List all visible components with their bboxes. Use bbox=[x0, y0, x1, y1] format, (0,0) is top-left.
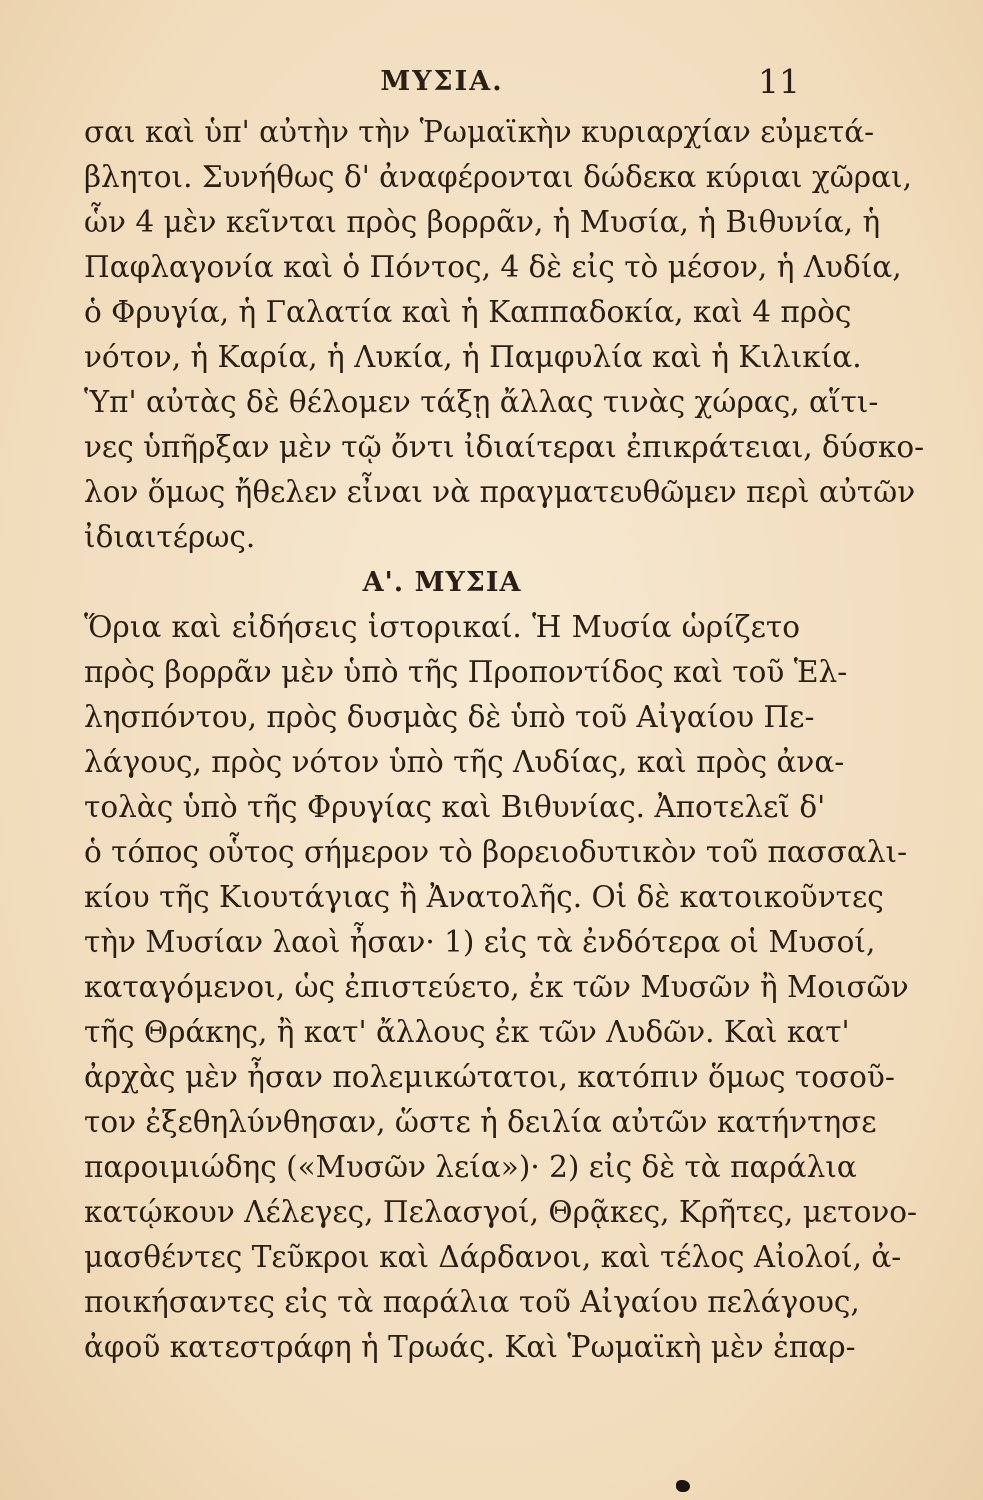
text-line: ἀρχὰς μὲν ἦσαν πολεμικώτατοι, κατόπιν ὅμως τοσοῦ- bbox=[84, 1060, 895, 1094]
text-line: καταγόμενοι, ὡς ἐπιστεύετο, ἐκ τῶν Μυσῶν ἢ Μοισῶν bbox=[84, 970, 909, 1004]
text-line: ὁ τόπος οὗτος σήμερον τὸ βορειοδυτικὸν τοῦ πασσαλι- bbox=[84, 835, 908, 869]
text-line: λον ὅμως ἤθελεν εἶναι νὰ πραγματευθῶμεν περὶ αὐτῶν bbox=[84, 475, 916, 509]
text-line: ἰδιαιτέρως. bbox=[84, 520, 256, 554]
text-line: τον ἐξεθηλύνθησαν, ὥστε ἡ δειλία αὐτῶν κατήντησε bbox=[84, 1105, 877, 1139]
text-line: μασθέντες Τεῦκροι καὶ Δάρδανοι, καὶ τέλος Αἰολοί, ἀ- bbox=[84, 1240, 902, 1274]
text-line: Ὑπ' αὐτὰς δὲ θέλομεν τάξῃ ἄλλας τινὰς χώρας, αἵτι- bbox=[84, 385, 879, 419]
text-line: τολὰς ὑπὸ τῆς Φρυγίας καὶ Βιθυνίας. Ἀποτελεῖ δ' bbox=[84, 790, 826, 824]
text-line: κατῴκουν Λέλεγες, Πελασγοί, Θρᾷκες, Κρῆτες, μετονο- bbox=[84, 1195, 917, 1229]
text-line: τῆς Θράκης, ἢ κατ' ἄλλους ἐκ τῶν Λυδῶν. Καὶ κατ' bbox=[84, 1015, 850, 1049]
page-number: 11 bbox=[758, 62, 800, 101]
text-line: τὴν Μυσίαν λαοὶ ἦσαν· 1) εἰς τὰ ἐνδότερα οἱ Μυσοί, bbox=[84, 925, 876, 959]
running-title: ΜΥΣΙΑ. bbox=[380, 66, 504, 97]
text-line: παροιμιώδης («Μυσῶν λεία»)· 2) εἰς δὲ τὰ παράλια bbox=[84, 1150, 857, 1184]
text-line: κίου τῆς Κιουτάγιας ἢ Ἀνατολῆς. Οἱ δὲ κατοικοῦντες bbox=[84, 880, 884, 914]
text-line: σαι καὶ ὑπ' αὐτὴν τὴν Ῥωμαϊκὴν κυριαρχίαν εὐμετά- bbox=[84, 115, 875, 149]
section-heading: Α'. ΜΥΣΙΑ bbox=[362, 567, 522, 598]
text-line: ἀφοῦ κατεστράφη ἡ Τρωάς. Καὶ Ῥωμαϊκὴ μὲν ἐπαρ- bbox=[84, 1330, 856, 1364]
text-line: πρὸς βορρᾶν μὲν ὑπὸ τῆς Προποντίδος καὶ τοῦ Ἑλ- bbox=[84, 655, 848, 689]
running-head bbox=[84, 62, 800, 106]
text-line: νες ὑπῆρξαν μὲν τῷ ὄντι ἰδιαίτεραι ἐπικράτειαι, δύσκο- bbox=[84, 430, 925, 464]
text-line: λησπόντου, πρὸς δυσμὰς δὲ ὑπὸ τοῦ Αἰγαίου Πε- bbox=[84, 700, 815, 734]
text-line: λάγους, πρὸς νότον ὑπὸ τῆς Λυδίας, καὶ πρὸς ἀνα- bbox=[84, 745, 845, 779]
text-line: ὧν 4 μὲν κεῖνται πρὸς βορρᾶν, ἡ Μυσία, ἡ Βιθυνία, ἡ bbox=[84, 205, 881, 239]
ink-mark bbox=[676, 1480, 690, 1492]
text-line: βλητοι. Συνήθως δ' ἀναφέρονται δώδεκα κύριαι χῶραι, bbox=[84, 160, 913, 194]
text-line: Ὅρια καὶ εἰδήσεις ἱστορικαί. Ἡ Μυσία ὡρίζετο bbox=[84, 610, 800, 644]
text-line: ποικήσαντες εἰς τὰ παράλια τοῦ Αἰγαίου πελάγους, bbox=[84, 1285, 860, 1319]
text-line: ὁ Φρυγία, ἡ Γαλατία καὶ ἡ Καππαδοκία, καὶ 4 πρὸς bbox=[84, 295, 852, 329]
text-line: Παφλαγονία καὶ ὁ Πόντος, 4 δὲ εἰς τὸ μέσον, ἡ Λυδία, bbox=[84, 250, 902, 284]
text-line: νότον, ἡ Καρία, ἡ Λυκία, ἡ Παμφυλία καὶ ἡ Κιλικία. bbox=[84, 340, 862, 374]
body-text bbox=[84, 110, 925, 1370]
